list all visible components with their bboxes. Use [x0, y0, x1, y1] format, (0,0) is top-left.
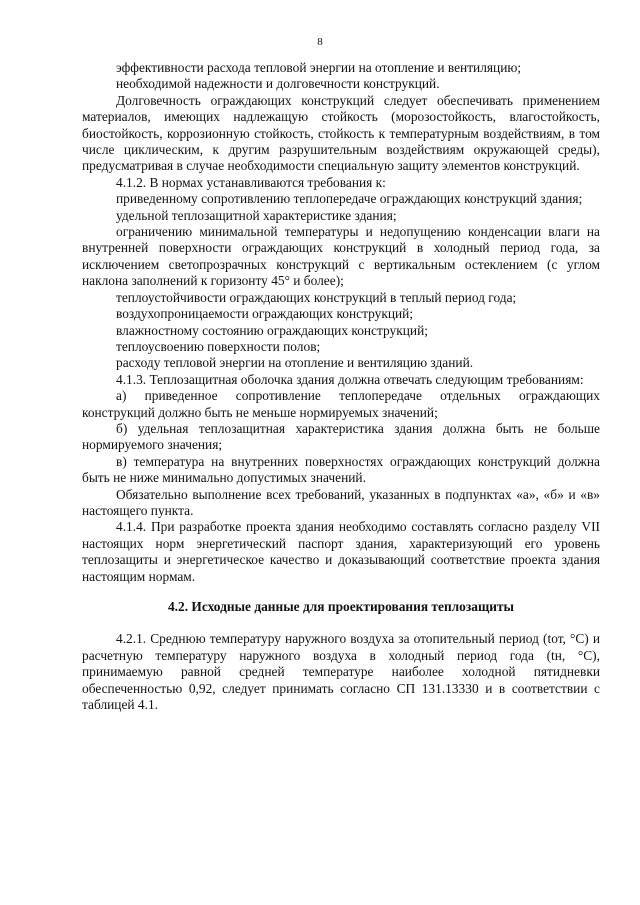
- paragraph: расходу тепловой энергии на отопление и вентиляцию зданий.: [116, 355, 474, 371]
- paragraph: Долговечность ограждающих конструкций следует обеспечивать применением материалов, имеющих надлежащую стойкость (морозостойкость, влагостойкость, биостойкость, коррозионную стойкость, стойкость к температурным воздействиям, в том числе циклическим, к другим разрушительным воздействиям окружающей среды), предусматривая в случае необходимости специальную защиту элементов конструкций.: [82, 92, 600, 174]
- paragraph: Обязательно выполнение всех требований, указанных в подпунктах «а», «б» и «в» настоящего пункта.: [82, 486, 600, 518]
- document-body: [82, 60, 600, 713]
- paragraph: влажностному состоянию ограждающих конструкций;: [116, 322, 428, 338]
- paragraph: 4.1.4. При разработке проекта здания необходимо составлять согласно разделу VII настоящих норм энергетический паспорт здания, характеризующий его уровень теплозащиты и энергетическое качество и доказывающий соответствие проекта здания настоящим нормам.: [82, 519, 600, 584]
- paragraph: воздухопроницаемости ограждающих конструкций;: [116, 306, 414, 322]
- paragraph: 4.2.1. Среднюю температуру наружного воздуха за отопительный период (tот, °С) и расчетную температуру наружного воздуха в холодный период года (tн, °С), принимаемую равной средней температуре наиболее холодной пятидневки обеспеченностью 0,92, следует принимать согласно СП 131.13330 и в соответствии с таблицей 4.1.: [82, 631, 600, 713]
- paragraph: теплоусвоению поверхности полов;: [116, 338, 321, 354]
- paragraph: б) удельная теплозащитная характеристика здания должна быть не больше нормируемого значения;: [82, 420, 600, 453]
- paragraph: в) температура на внутренних поверхностях ограждающих конструкций должна быть не ниже минимально допустимых значений.: [82, 453, 600, 486]
- paragraph: необходимой надежности и долговечности конструкций.: [116, 76, 440, 92]
- paragraph: удельной теплозащитной характеристике здания;: [116, 207, 397, 223]
- paragraph: 4.1.2. В нормах устанавливаются требования к:: [116, 174, 386, 190]
- paragraph: приведенному сопротивлению теплопередаче ограждающих конструкций здания;: [116, 191, 583, 207]
- page-number: 8: [317, 36, 323, 48]
- paragraph: 4.1.3. Теплозащитная оболочка здания должна отвечать следующим требованиям:: [116, 371, 584, 387]
- section-heading: 4.2. Исходные данные для проектирования теплозащиты: [167, 599, 514, 614]
- paragraph: ограничению минимальной температуры и недопущению конденсации влаги на внутренней поверхности ограждающих конструкций в холодный период года, за исключением светопрозрачных конструкций с вертикальным остеклением (с углом наклона заполнений к горизонту 45° и более);: [82, 224, 600, 289]
- paragraph: эффективности расхода тепловой энергии на отопление и вентиляцию;: [116, 60, 522, 75]
- paragraph: теплоустойчивости ограждающих конструкций в теплый период года;: [116, 289, 517, 305]
- paragraph: а) приведенное сопротивление теплопередаче отдельных ограждающих конструкций должно быть не меньше нормируемых значений;: [82, 388, 600, 420]
